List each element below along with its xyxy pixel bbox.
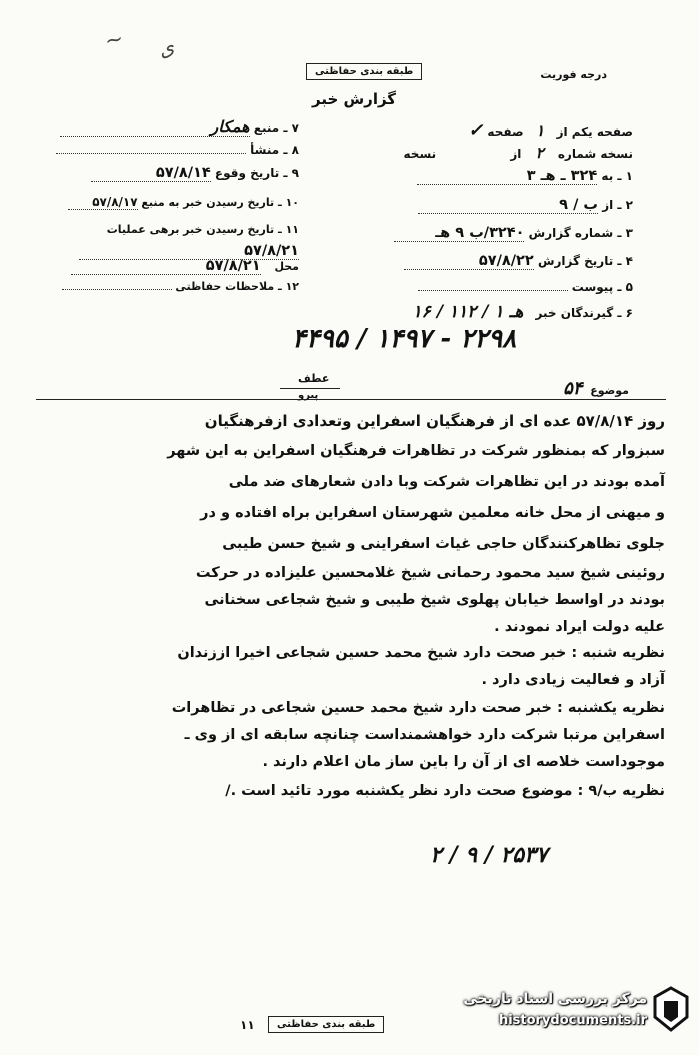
opinion-line: نظریه شنبه : خبر صحت دارد شیخ محمد حسین شجاعی اخیرا اززندان	[177, 645, 665, 661]
field-from	[418, 197, 633, 214]
field-place-label: محل	[274, 260, 299, 273]
field-origin	[56, 143, 299, 157]
page-number: ۱۱	[240, 1018, 255, 1032]
ref-label: عطف	[298, 372, 330, 385]
field-recipients	[413, 302, 633, 322]
classification-top: طبقه بندی حفاظتی	[306, 63, 422, 80]
field-receive-ops-date	[107, 223, 299, 236]
handwritten-number: ۲۲۹۸ - ۱۴۹۷ / ۴۴۹۵	[292, 324, 517, 354]
field-report-no-label: ۳ ـ شماره گزارش	[528, 226, 633, 240]
field-security-notes-label: ۱۲ ـ ملاحظات حفاظتی	[175, 280, 299, 293]
field-from-label: ۲ ـ از	[602, 198, 633, 212]
field-attachment-value	[418, 290, 568, 291]
field-event-date	[91, 165, 299, 182]
field-receive-source-date-value: ۵۷/۸/۱۷	[68, 195, 138, 210]
field-report-no-value: ۳۲۴۰/ب ۹ هـ	[394, 225, 524, 242]
urgency-label: درجه فوریت	[540, 68, 607, 81]
bottom-number: ۲۵۳۷ / ۹ / ۲	[430, 842, 548, 868]
body-line: سبزوار که بمنظور شرکت در تظاهرات فرهنگیان اسفراین به این شهر	[167, 443, 665, 459]
opinion-line: نظریه ب/۹ : موضوع صحت دارد نظر یکشنبه مورد تائید است ./	[225, 783, 665, 799]
field-origin-label: ۸ ـ منشأ	[250, 143, 299, 157]
field-copy-suffix: از	[510, 147, 522, 161]
field-copy-value: ۲	[535, 144, 544, 162]
opinion-line: اسفراین مرتبا شرکت دارد خواهشمنداست چنانچه سابقه ای از وی ـ	[184, 727, 665, 743]
field-from-value: ب / ۹	[418, 197, 598, 214]
field-copy-label: نسخه شماره	[557, 147, 633, 161]
field-report-date-label: ۴ ـ تاریخ گزارش	[537, 254, 633, 268]
opinion-line: نظریه یکشنبه : خبر صحت دارد شیخ محمد حسین شجاعی در تظاهرات	[171, 700, 665, 716]
classification-bottom: طبقه بندی حفاظتی	[268, 1016, 384, 1033]
document-title: گزارش خبر	[312, 90, 397, 108]
body-line: جلوی تظاهرکنندگان حاجی غیاث اسفراینی و شیخ حسن طیبی	[222, 536, 665, 552]
field-copy	[404, 144, 633, 162]
body-line: روئینی شیخ سید محمود رحمانی شیخ غلامحسین علیزاده در حرکت	[195, 565, 665, 581]
field-report-no	[394, 225, 633, 242]
field-page	[468, 120, 633, 141]
subject-row	[563, 378, 629, 399]
field-receive-ops-value: ۵۷/۸/۲۱	[79, 243, 299, 260]
subject-value: ۵۴	[563, 378, 583, 399]
field-security-notes	[62, 280, 299, 293]
field-recipients-value: هـ ۱ / ۱۱۲ / ۱۶	[412, 302, 524, 322]
body-line: آمده بودند در این تظاهرات شرکت وبا دادن شعارهای ضد ملی	[228, 474, 665, 490]
field-source-label: ۷ ـ منبع	[253, 121, 299, 135]
opinion-line: آزاد و فعالیت زیادی دارد .	[481, 672, 665, 688]
field-place	[71, 258, 299, 275]
field-to-value: ۳۲۴ ـ هـ ۳	[417, 168, 597, 185]
field-attachment	[418, 280, 633, 294]
corner-scribble: ~	[102, 26, 126, 55]
body-line: علیه دولت ایراد نمودند .	[494, 619, 665, 635]
field-origin-value	[56, 153, 246, 154]
field-recipients-label: ۶ ـ گیرندگان خبر	[535, 306, 633, 320]
field-copy-suffix2: نسخه	[403, 147, 437, 161]
archive-logo-text: مرکز بررسی اسناد تاریخی	[463, 991, 647, 1007]
ref-sub-label: پیرو	[298, 390, 319, 401]
field-to-label: ۱ ـ به	[601, 169, 633, 183]
corner-scribble-2: ی	[154, 34, 178, 62]
field-attachment-label: ۵ ـ پیوست	[571, 280, 633, 294]
field-receive-source-date	[68, 195, 299, 210]
body-line: و میهنی از محل خانه معلمین شهرستان اسفراین براه افتاده و در	[200, 505, 665, 521]
archive-emblem-icon	[651, 985, 691, 1033]
field-page-value: ۱	[535, 121, 545, 140]
ref-divider	[280, 388, 340, 389]
subject-divider	[36, 399, 666, 400]
field-event-date-value: ۵۷/۸/۱۴	[91, 165, 211, 182]
field-event-date-label: ۹ ـ تاریخ وقوع	[214, 166, 299, 180]
subject-label: موضوع	[590, 384, 629, 397]
archive-logo	[443, 977, 693, 1047]
field-page-suffix: صفحه	[487, 125, 524, 139]
field-receive-ops-date-label: ۱۱ ـ تاریخ رسیدن خبر برهی عملیات	[106, 223, 299, 236]
field-receive-source-date-label: ۱۰ ـ تاریخ رسیدن خبر به منبع	[141, 196, 299, 209]
field-to	[417, 168, 633, 185]
field-security-notes-value	[62, 289, 172, 290]
body-line: روز ۵۷/۸/۱۴ عده ای از فرهنگیان اسفراین وتعدادی ازفرهنگیان	[204, 412, 665, 430]
field-source	[60, 117, 299, 137]
field-place-value: ۵۷/۸/۲۱	[71, 258, 261, 275]
checkmark-icon: ✓	[468, 120, 484, 141]
field-report-date-value: ۵۷/۸/۲۲	[404, 253, 534, 270]
field-report-date	[404, 253, 633, 270]
body-line: بودند در اواسط خیابان پهلوی شیخ طیبی و شیخ شجاعی سخنانی	[204, 592, 665, 608]
archive-logo-url: historydocuments.ir	[498, 1013, 647, 1028]
field-page-label: صفحه یکم از	[556, 125, 633, 139]
field-source-value: همکار	[60, 117, 250, 137]
opinion-line: موجوداست خلاصه ای از آن را باین ساز مان اعلام دارند .	[262, 754, 665, 770]
